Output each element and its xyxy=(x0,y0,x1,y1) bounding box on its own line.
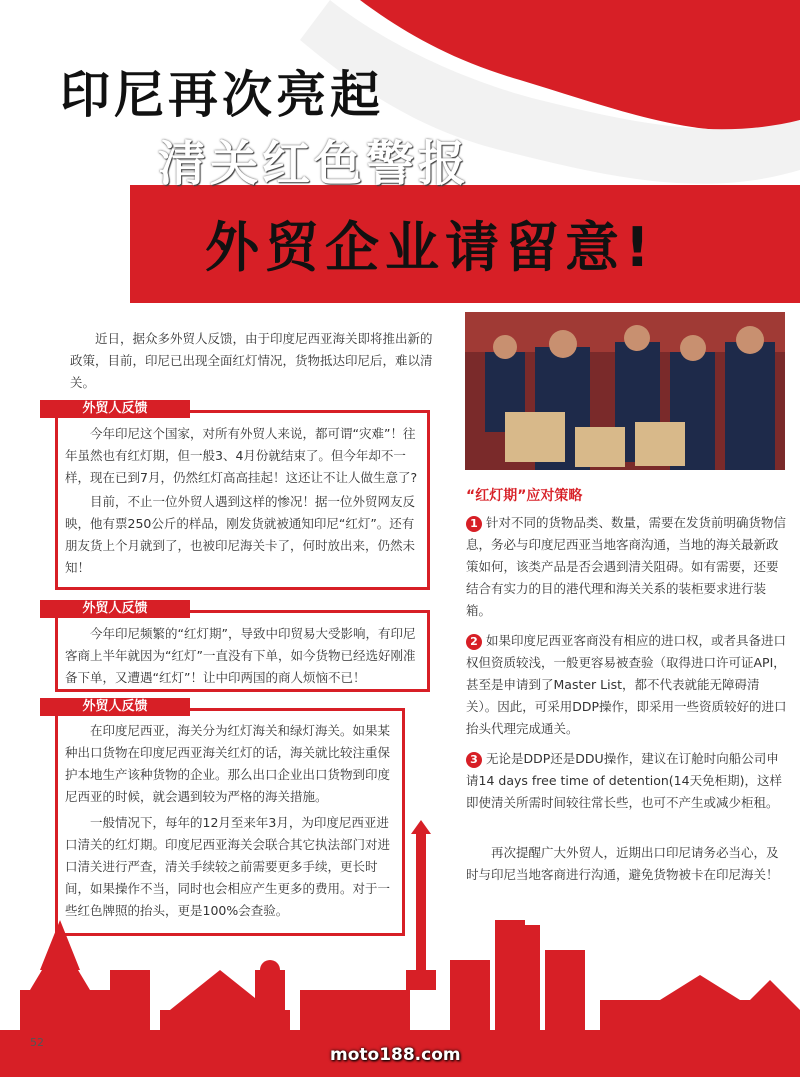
strategy-item-2 xyxy=(466,630,788,740)
feedback-1-paragraph-2: 目前，不止一位外贸人遇到这样的惨况！据一位外贸网友反映，他有票250公斤的样品，刚发货就被通知印尼“红灯”。还有朋友货上个月就到了，也被印尼海关卡了，何时放出来，仍然未知！ xyxy=(65,494,416,575)
title-line-2: 清关红色警报 xyxy=(158,136,471,192)
customs-officers-photo xyxy=(465,312,785,470)
title-line-1: 印尼再次亮起 xyxy=(60,66,384,124)
strategy-item-3-text: 无论是DDP还是DDU操作，建议在订舱时向船公司申请14 days free time of detention(14天免柜期)，这样即使清关所需时间较往常长些，也可不产生或减少柜租。 xyxy=(466,751,782,810)
strategy-title: “红灯期”应对策略 xyxy=(466,488,583,504)
feedback-1-paragraph-1: 今年印尼这个国家，对所有外贸人来说，都可谓“灾难”！往年虽然也有红灯期，但一般3、4月份就结束了。但今年却不一样，现在已到7月，仍然红灯高高挂起！这还让不让人做生意了? xyxy=(65,426,418,485)
number-badge-3: 3 xyxy=(466,752,482,768)
feedback-3-paragraph-2: 一般情况下，每年的12月至来年3月，为印度尼西亚进口清关的红灯期。印度尼西亚海关会联合其它执法部门对进口清关进行严查，清关手续较之前需要更多手续，更长时间，如果操作不当，同时也会相应产生更多的费用。对于一些红色牌照的抬头，更是100%会查验。 xyxy=(65,815,391,918)
strategy-item-1 xyxy=(466,512,788,622)
strategy-item-1-text: 针对不同的货物品类、数量，需要在发货前明确货物信息，务必与印度尼西亚当地客商沟通，当地的海关最新政策如何，该类产品是否会遇到清关阻碍。如有需要，还要结合有实力的目的港代理和海关关系的装柜要求进行装箱。 xyxy=(466,515,787,618)
strategy-closing: 再次提醒广大外贸人，近期出口印尼请务必当心，及时与印尼当地客商进行沟通，避免货物被卡在印尼海关！ xyxy=(466,845,779,882)
strategy-item-3 xyxy=(466,748,788,814)
title-line-3: 外贸企业请留意! xyxy=(205,216,656,279)
feedback-tab-2: 外贸人反馈 xyxy=(40,600,190,618)
feedback-tab-1: 外贸人反馈 xyxy=(40,400,190,418)
number-badge-1: 1 xyxy=(466,516,482,532)
indonesia-skyline-silhouette xyxy=(0,820,800,1077)
number-badge-2: 2 xyxy=(466,634,482,650)
page-number: 52 xyxy=(30,1036,44,1049)
feedback-tab-3: 外贸人反馈 xyxy=(40,698,190,716)
strategy-item-2-text: 如果印度尼西亚客商没有相应的进口权，或者具备进口权但资质较浅，一般更容易被查验（取得进口许可证API，甚至是申请到了Master List，都不代表就能无障碍清关）。因此，可采用DDP操作，即采用一些资质较好的进口抬头代理完成通关。 xyxy=(466,633,787,736)
watermark-text: moto188.com xyxy=(330,1045,461,1065)
feedback-2-paragraph-1: 今年印尼频繁的“红灯期”，导致中印贸易大受影响，有印尼客商上半年就因为“红灯”一直没有下单，如今货物已经选好刚准备下单，又遭遇“红灯”！让中印两国的商人烦恼不已！ xyxy=(65,626,416,685)
intro-paragraph: 近日，据众多外贸人反馈，由于印度尼西亚海关即将推出新的政策，目前，印尼已出现全面红灯情况，货物抵达印尼后，难以清关。 xyxy=(70,331,433,390)
feedback-3-paragraph-1: 在印度尼西亚，海关分为红灯海关和绿灯海关。如果某种出口货物在印度尼西亚海关红灯的话，海关就比较注重保护本地生产该种货物的企业。那么出口企业出口货物到印度尼西亚的时候，就会遇到较为严格的海关措施。 xyxy=(65,723,391,804)
